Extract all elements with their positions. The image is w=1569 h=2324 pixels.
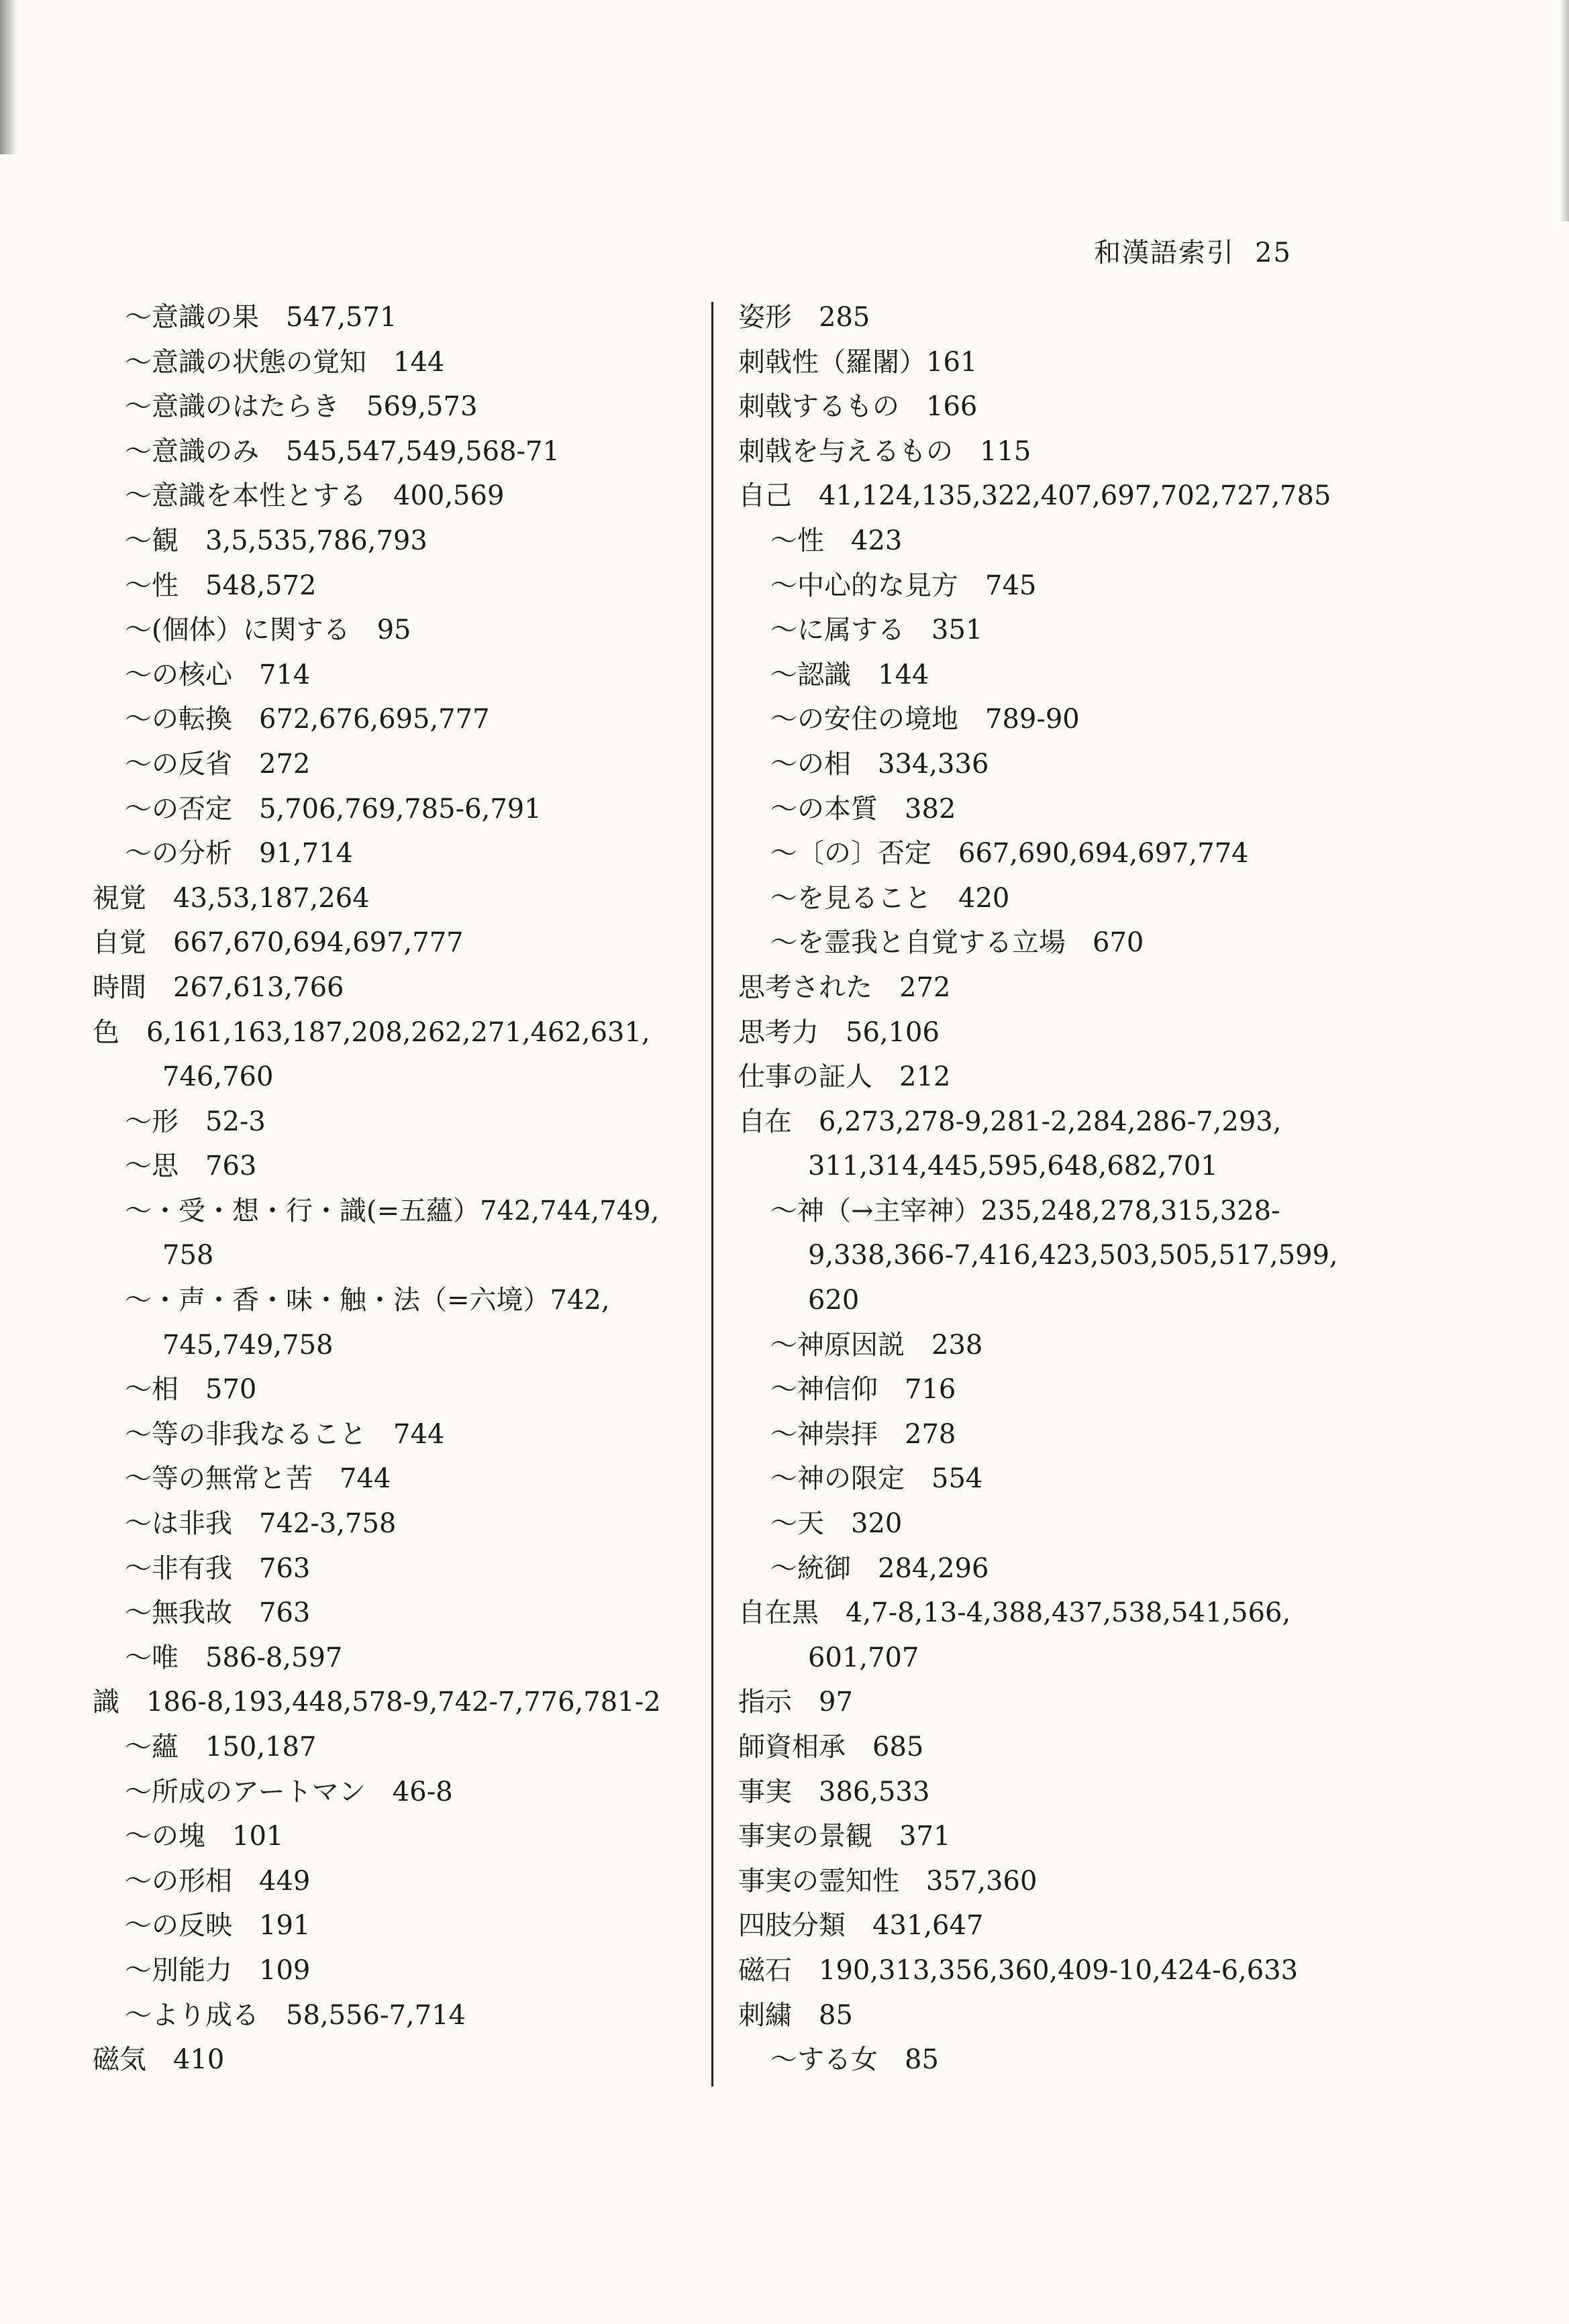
index-title: 和漢語索引 [1094, 237, 1235, 268]
index-entry: 指示 97 [738, 1687, 853, 1718]
index-entry: 思考された 272 [738, 971, 951, 1003]
index-subentry: ～の相 334,336 [770, 748, 989, 780]
index-subentry: ～に属する 351 [770, 615, 983, 646]
index-entry: 刺繍 85 [738, 1999, 853, 2031]
index-entry: 視覚 43,53,187,264 [93, 882, 370, 914]
index-entry: 刺戟性（羅闍）161 [738, 346, 978, 378]
running-header [1094, 231, 1292, 270]
index-subentry: ～意識を本性とする 400,569 [125, 480, 505, 512]
index-subentry: ～の反省 272 [125, 748, 311, 780]
index-entry: 姿形 285 [738, 302, 870, 333]
index-entry: 事実の霊知性 357,360 [738, 1865, 1037, 1897]
index-entry: 仕事の証人 212 [738, 1061, 951, 1093]
index-subentry: ～を霊我と自覚する立場 670 [770, 927, 1144, 959]
index-subentry: ～神崇拝 278 [770, 1418, 956, 1450]
index-subentry: ～意識の状態の覚知 144 [125, 346, 445, 378]
index-subentry: ～無我故 763 [125, 1597, 311, 1629]
index-subentry: ～等の非我なること 744 [125, 1418, 445, 1450]
index-subentry: ～認識 144 [770, 659, 929, 690]
index-subentry: ～〔の〕否定 667,690,694,697,774 [770, 838, 1249, 869]
index-entry: 自己 41,124,135,322,407,697,702,727,785 [738, 480, 1331, 512]
column-divider [711, 302, 713, 2087]
index-subentry: ～の反映 191 [125, 1910, 311, 1942]
index-entry: 自在 6,273,278-9,281-2,284,286-7,293, [738, 1106, 1282, 1137]
index-entry: 色 6,161,163,187,208,262,271,462,631, [93, 1016, 650, 1048]
index-subentry: ～の核心 714 [125, 659, 311, 690]
page-number: 25 [1255, 237, 1292, 268]
scan-shadow-right [1560, 0, 1569, 221]
index-subentry: ～神（→主宰神）235,248,278,315,328- [770, 1195, 1280, 1226]
index-subentry: ～形 52-3 [125, 1106, 266, 1137]
index-subentry: ～意識のみ 545,547,549,568-71 [125, 435, 560, 467]
index-subentry: ～(個体）に関する 95 [125, 615, 411, 646]
index-column-right [738, 295, 1342, 2082]
index-continuation: 746,760 [162, 1061, 274, 1093]
index-continuation: 601,707 [808, 1642, 919, 1673]
index-subentry: ～性 423 [770, 525, 903, 556]
index-subentry: ～統御 284,296 [770, 1552, 989, 1584]
index-subentry: ～の否定 5,706,769,785-6,791 [125, 793, 542, 825]
index-subentry: ～の塊 101 [125, 1821, 284, 1852]
index-subentry: ～の形相 449 [125, 1865, 311, 1897]
index-subentry: ～より成る 58,556-7,714 [125, 1999, 466, 2031]
index-subentry: ～蘊 150,187 [125, 1732, 317, 1762]
index-continuation: 311,314,445,595,648,682,701 [808, 1151, 1218, 1182]
index-subentry: ～は非我 742-3,758 [125, 1508, 397, 1540]
index-subentry: ～の転換 672,676,695,777 [125, 704, 490, 735]
index-subentry: ～の安住の境地 789-90 [770, 704, 1080, 735]
index-entry: 四肢分類 431,647 [738, 1910, 984, 1942]
index-entry: 磁気 410 [93, 2044, 225, 2076]
index-subentry: ～神信仰 716 [770, 1374, 956, 1406]
index-entry: 識 186-8,193,448,578-9,742-7,776,781-2 [93, 1687, 661, 1718]
index-subentry: ～神原因説 238 [770, 1329, 983, 1361]
index-subentry: ～等の無常と苦 744 [125, 1463, 391, 1495]
index-subentry: ～の本質 382 [770, 793, 956, 825]
index-subentry: ～神の限定 554 [770, 1463, 983, 1495]
index-subentry: ～の分析 91,714 [125, 838, 353, 869]
index-subentry: ～天 320 [770, 1508, 903, 1540]
index-subentry: ～・声・香・味・触・法（=六境）742, [125, 1285, 610, 1316]
index-subentry: ～非有我 763 [125, 1552, 311, 1584]
index-entry: 時間 267,613,766 [93, 971, 344, 1003]
index-subentry: ～意識のはたらき 569,573 [125, 391, 478, 423]
index-subentry: ～思 763 [125, 1151, 257, 1182]
index-entry: 刺戟するもの 166 [738, 391, 978, 423]
index-subentry: ～意識の果 547,571 [125, 302, 397, 333]
index-subentry: ～観 3,5,535,786,793 [125, 525, 427, 556]
index-entry: 自覚 667,670,694,697,777 [93, 927, 464, 959]
index-entry: 刺戟を与えるもの 115 [738, 435, 1031, 467]
index-entry: 事実 386,533 [738, 1776, 930, 1807]
scan-shadow-left [0, 0, 17, 154]
index-continuation: 745,749,758 [162, 1329, 334, 1361]
index-subentry: ～別能力 109 [125, 1954, 311, 1986]
index-entry: 思考力 56,106 [738, 1016, 940, 1048]
index-subentry: ～を見ること 420 [770, 882, 1010, 914]
index-entry: 事実の景観 371 [738, 1821, 951, 1852]
index-subentry: ～相 570 [125, 1374, 257, 1406]
index-entry: 師資相承 685 [738, 1732, 924, 1762]
index-column-left [93, 295, 683, 2082]
index-subentry: ～唯 586-8,597 [125, 1642, 343, 1673]
index-continuation: 620 [808, 1285, 860, 1316]
index-subentry: ～中心的な見方 745 [770, 570, 1037, 601]
index-subentry: ～する女 85 [770, 2044, 939, 2076]
index-entry: 自在黒 4,7-8,13-4,388,437,538,541,566, [738, 1597, 1291, 1629]
index-continuation: 758 [162, 1240, 214, 1271]
index-subentry: ～所成のアートマン 46-8 [125, 1776, 453, 1807]
index-subentry: ～・受・想・行・識(=五蘊）742,744,749, [125, 1195, 660, 1226]
index-subentry: ～性 548,572 [125, 570, 317, 601]
index-entry: 磁石 190,313,356,360,409-10,424-6,633 [738, 1954, 1299, 1986]
index-continuation: 9,338,366-7,416,423,503,505,517,599, [808, 1240, 1338, 1271]
